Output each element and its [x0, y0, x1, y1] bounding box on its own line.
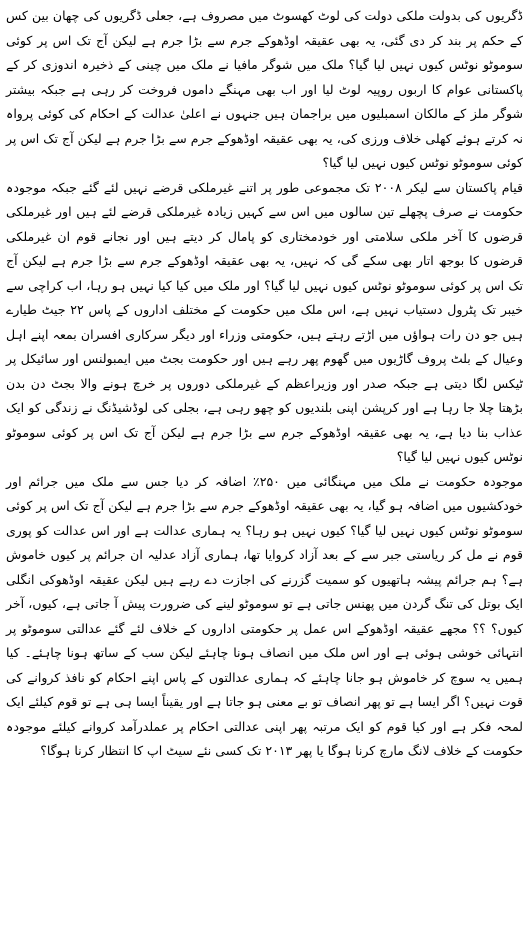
article-paragraph-2: قیام پاکستان سے لیکر ۲۰۰۸ تک مجموعی طور پر اتنے غیرملکی قرضے نہیں لئے گئے جبکہ موجودہ حکومت نے صرف پچھلے تین سالوں میں اس سے کہیں زیادہ غیرملکی قرضے لئے ہیں اور غیرملکی قرضوں کا آخر ملکی سلامتی اور خودمختاری کو پامال کر دیتے ہیں اور نجانے قوم ان غیرملکی قرضوں کا بوجھ اتار بھی سکے گی کہ نہیں، یہ بھی عقیقہ اوڈھوکے جرم سے بڑا جرم ہے لیکن آج تک اس پر کوئی سوموٹو نوٹس کیوں نہیں لیا گیا؟ اور ملک میں کیا کیا نہیں ہو رہا، اب کراچی سے خیبر تک پٹرول دستیاب نہیں ہے، اس ملک میں حکومت کے مختلف اداروں کے پاس ۲۲ جیٹ طیارے ہیں جو دن رات ہواؤں میں اڑتے رہتے ہیں، حکومتی وزراء اور دیگر سرکاری افسران بمعہ اپنے اہل وعیال کے بلٹ پروف گاڑیوں میں گھوم پھر رہے ہیں اور حکومت بجٹ میں ایمبولنس اور سائیکل پر ٹیکس لگا دیتی ہے جبکہ صدر اور وزیراعظم کے غیرملکی دوروں پر خرچ ہونے والا بجٹ دن بدن بڑھتا چلا جا رہا ہے اور کرپشن اپنی بلندیوں کو چھو رہی ہے، بجلی کی لوڈشیڈنگ نے زندگی کو ایک عذاب بنا دیا ہے، یہ بھی عقیقہ اوڈھوکے جرم سے بڑا جرم ہے لیکن آج تک اس پر کوئی سوموٹو نوٹس کیوں نہیں لیا گیا؟: [6, 179, 523, 464]
article-paragraph-1: ڈگریوں کی بدولت ملکی دولت کی لوٹ کھسوٹ میں مصروف ہے، جعلی ڈگریوں کی چھان بین کس کے حکم پر بند کر دی گئی، یہ بھی عقیقہ اوڈھوکے جرم سے بڑا جرم ہے لیکن آج تک اس پر کوئی سوموٹو نوٹس کیوں نہیں لیا گیا؟ ملک میں شوگر مافیا نے ملک میں چینی کے ذخیرہ اندوزی کر کے پاکستانی عوام کا اربوں روپیہ لوٹ لیا اور اب بھی مہنگے داموں فروخت کر رہی ہے جبکہ بیشتر شوگر ملز کے مالکان اسمبلیوں میں براجمان ہیں جنہوں نے اعلیٰ عدالت کے احکام کی کوئی پرواہ نہ کرتے ہوئے کھلی خلاف ورزی کی، یہ بھی عقیقہ اوڈھوکے جرم سے بڑا جرم ہے لیکن آج تک اس پر کوئی سوموٹو نوٹس کیوں نہیں لیا گیا؟: [6, 8, 523, 170]
article-paragraph-3: موجودہ حکومت نے ملک میں مہنگائی میں ۲۵۰٪ اضافہ کر دیا جس سے ملک میں جرائم اور خودکشیوں میں اضافہ ہو گیا، یہ بھی عقیقہ اوڈھوکے جرم سے بڑا جرم ہے لیکن آج تک اس پر کوئی سوموٹو نوٹس کیوں نہیں لیا گیا؟ کیوں نہیں ہو رہا؟ یہ ہماری عدالت ہے اور اس عدالت کو پوری قوم نے مل کر ریاستی جبر سے کے بعد آزاد کروایا تھا، ہماری آزاد عدلیہ ان جرائم پر کیوں خاموش ہے؟ ہم جرائم پیشہ ہاتھیوں کو سمیت گزرنے کی اجازت دے رہے ہیں لیکن عقیقہ اوڈھوکی انگلی ایک بوتل کی تنگ گردن میں پھنس جاتی ہے تو سوموٹو لینے کی ضرورت پیش آ جاتی ہے، کیوں، آخر کیوں؟ ؟؟ مجھے عقیقہ اوڈھوکے اس عمل پر حکومتی اداروں کے خلاف لئے گئے عدالتی سوموٹو پر انتہائی خوشی ہوئی ہے اور اس ملک میں انصاف ہونا چاہئے لیکن سب کے ساتھ ہونا چاہئے۔ کیا ہمیں یہ سوچ کر خاموش ہو جانا چاہئے کہ ہماری عدالتوں کے پاس اپنے احکام کو نافذ کروانے کی قوت نہیں؟ اگر ایسا ہے تو پھر انصاف تو بے معنی ہو جاتا ہے اور یقیناً ایسا ہی ہے تو قوم کیلئے ایک لمحہ فکر ہے اور کیا قوم کو ایک مرتبہ پھر اپنی عدالتی احکام پر عملدرآمد کروانے کیلئے موجودہ حکومت کے خلاف لانگ مارچ کرنا ہوگا یا پھر ۲۰۱۳ تک کسی نئے سیٹ اپ کا انتظار کرنا ہوگا؟: [6, 473, 524, 758]
